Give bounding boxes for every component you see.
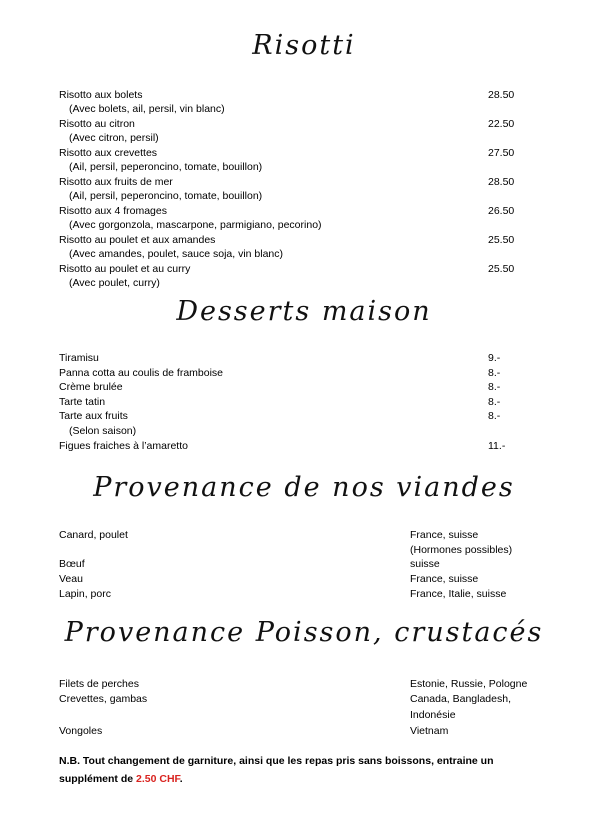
item-name: Risotto au poulet et au curry	[59, 263, 191, 275]
item-name: Risotto aux 4 fromages	[59, 205, 167, 217]
item-price: 11.-	[488, 440, 506, 452]
item-price: 27.50	[488, 147, 515, 159]
item-price: 8.-	[488, 381, 501, 393]
item-price: 8.-	[488, 396, 501, 408]
origin-country: France, Italie, suisse	[410, 588, 507, 600]
menu-item	[59, 88, 559, 103]
item-price: 8.-	[488, 410, 501, 422]
product-name: Bœuf	[59, 558, 85, 570]
origin-row	[59, 528, 559, 543]
item-price: 28.50	[488, 176, 515, 188]
product-name: Vongoles	[59, 725, 103, 737]
menu-item	[59, 204, 559, 219]
menu-item	[59, 175, 559, 190]
origin-row	[59, 557, 559, 572]
item-name: Figues fraiches à l’amaretto	[59, 440, 188, 452]
origin-note: (Hormones possibles)	[410, 544, 513, 556]
product-name: Crevettes, gambas	[59, 693, 148, 705]
product-name: Canard, poulet	[59, 529, 128, 541]
product-name: Lapin, porc	[59, 588, 111, 600]
item-name: Risotto au poulet et aux amandes	[59, 234, 216, 246]
item-price: 25.50	[488, 263, 515, 275]
menu-item	[59, 409, 559, 424]
origin-row	[59, 724, 559, 739]
item-detail: (Avec poulet, curry)	[69, 277, 160, 289]
origin-country: France, suisse	[410, 573, 479, 585]
item-price: 9.-	[488, 352, 501, 364]
item-name: Risotto aux bolets	[59, 89, 143, 101]
product-name: Veau	[59, 573, 83, 585]
menu-item	[59, 146, 559, 161]
menu-item	[59, 262, 559, 277]
item-name: Risotto aux fruits de mer	[59, 176, 173, 188]
item-name: Risotto au citron	[59, 118, 135, 130]
item-detail: (Ail, persil, peperoncino, tomate, bouillon)	[69, 190, 263, 202]
item-detail: (Avec amandes, poulet, sauce soja, vin blanc)	[69, 248, 284, 260]
origin-country: Canada, Bangladesh,	[410, 693, 511, 705]
item-detail: (Avec gorgonzola, mascarpone, parmigiano, pecorino)	[69, 219, 322, 231]
origin-country: Vietnam	[410, 725, 449, 737]
menu-item	[59, 439, 559, 454]
menu-item	[59, 366, 559, 381]
item-detail: (Ail, persil, peperoncino, tomate, bouillon)	[69, 161, 263, 173]
item-name: Panna cotta au coulis de framboise	[59, 367, 224, 379]
menu-item	[59, 395, 559, 410]
origin-country: suisse	[410, 558, 440, 570]
origin-country: Estonie, Russie, Pologne	[410, 678, 528, 690]
origin-row	[59, 692, 559, 707]
item-price: 22.50	[488, 118, 515, 130]
item-price: 26.50	[488, 205, 515, 217]
item-detail: (Selon saison)	[69, 425, 137, 437]
menu-item	[59, 380, 559, 395]
item-price: 25.50	[488, 234, 515, 246]
item-price: 8.-	[488, 367, 501, 379]
origin-row	[59, 572, 559, 587]
origin-country: France, suisse	[410, 529, 479, 541]
product-name: Filets de perches	[59, 678, 139, 690]
item-price: 28.50	[488, 89, 515, 101]
item-name: Crème brulée	[59, 381, 123, 393]
item-name: Tarte tatin	[59, 396, 106, 408]
item-detail: (Avec bolets, ail, persil, vin blanc)	[69, 103, 225, 115]
note-text: N.B. Tout changement de garniture, ainsi que les repas pris sans boissons, entraine un supplément de	[59, 755, 494, 785]
viandes-title: Provenance de nos viandes	[93, 472, 515, 503]
menu-item	[59, 351, 559, 366]
origin-row	[59, 677, 559, 692]
desserts-title: Desserts maison	[176, 296, 432, 327]
supplement-amount: 2.50 CHF	[136, 773, 180, 785]
note-end: .	[179, 773, 183, 785]
menu-item	[59, 233, 559, 248]
origin-row	[59, 587, 559, 602]
menu-item	[59, 117, 559, 132]
poisson-title: Provenance Poisson, crustacés	[64, 617, 544, 648]
item-name: Tarte aux fruits	[59, 410, 128, 422]
supplement-note	[59, 752, 539, 788]
item-name: Tiramisu	[59, 352, 99, 364]
origin-continued: Indonésie	[410, 709, 456, 721]
risotti-title: Risotti	[252, 30, 356, 61]
item-detail: (Avec citron, persil)	[69, 132, 159, 144]
item-name: Risotto aux crevettes	[59, 147, 158, 159]
